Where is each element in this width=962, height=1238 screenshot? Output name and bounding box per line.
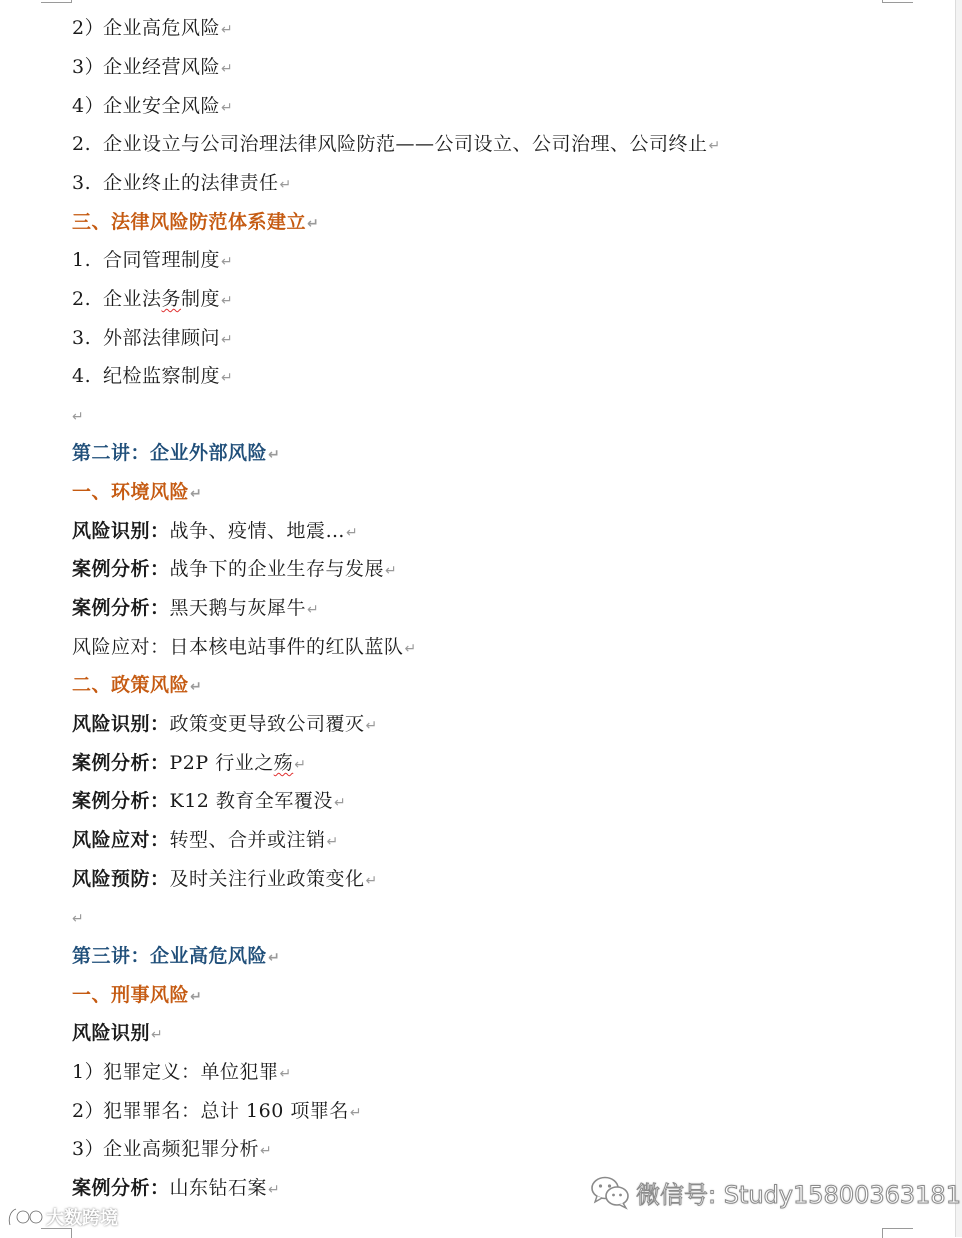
list-item <box>72 361 233 391</box>
list-number: 1） <box>72 1061 105 1083</box>
heading-text: 一、环境风险 <box>72 481 190 503</box>
paragraph-label: 案例分析： <box>72 1177 170 1199</box>
list-item <box>72 91 233 121</box>
paragraph-mark-icon: ↵ <box>268 1182 281 1198</box>
paragraph-text: 风险应对：日本核电站事件的红队蓝队 <box>72 636 404 658</box>
brand-logo-icon <box>6 1205 44 1229</box>
paragraph-mark-icon: ↵ <box>385 563 398 579</box>
list-item <box>72 168 292 198</box>
paragraph-text: 政策变更导致公司覆灭 <box>169 713 365 735</box>
paragraph-mark-icon: ↵ <box>190 486 203 502</box>
list-text: 纪检监察制度 <box>103 365 221 387</box>
paragraph-mark-icon: ↵ <box>708 138 721 154</box>
paragraph-mark-icon: ↵ <box>279 177 292 193</box>
paragraph-label: 案例分析： <box>72 558 170 580</box>
heading-text: 三、法律风险防范体系建立 <box>72 211 307 233</box>
list-text: 企业法 <box>103 288 162 310</box>
paragraph-mark-icon: ↵ <box>72 911 85 927</box>
crop-mark-top-left <box>41 0 72 3</box>
list-number: 3. <box>72 172 92 194</box>
list-text: 企业经营风险 <box>103 56 221 78</box>
heading-text: 第三讲：企业高危风险 <box>72 945 268 967</box>
list-text: 企业设立与公司治理法律风险防范——公司设立、公司治理、公司终止 <box>103 133 708 155</box>
paragraph-label: 案例分析： <box>72 790 170 812</box>
spellcheck-word[interactable]: 殇 <box>273 752 294 774</box>
paragraph-mark-icon: ↵ <box>268 950 281 966</box>
paragraph-mark-icon: ↵ <box>72 409 85 425</box>
labeled-paragraph <box>72 786 346 816</box>
paragraph-mark-icon: ↵ <box>190 989 203 1005</box>
brand-text: 大数跨境 <box>46 1208 118 1229</box>
list-number: 2） <box>72 17 105 39</box>
paragraph-mark-icon: ↵ <box>221 370 234 386</box>
paragraph-mark-icon: ↵ <box>333 795 347 811</box>
list-number: 3） <box>72 56 105 78</box>
list-number: 2） <box>72 1100 105 1122</box>
labeled-paragraph <box>72 709 378 739</box>
labeled-paragraph <box>72 825 339 855</box>
paragraph-mark-icon: ↵ <box>279 1066 292 1082</box>
page-edge <box>955 0 962 1237</box>
labeled-paragraph <box>72 516 358 546</box>
section-heading <box>72 477 202 507</box>
labeled-paragraph <box>72 864 378 894</box>
list-text: 企业高频犯罪分析 <box>103 1138 260 1160</box>
paragraph-mark-icon: ↵ <box>151 1027 164 1043</box>
wechat-icon <box>590 1174 630 1210</box>
section-heading <box>72 980 202 1010</box>
list-number: 1. <box>72 249 92 271</box>
empty-paragraph <box>72 902 84 932</box>
list-item <box>72 13 233 43</box>
paragraph-text: 战争下的企业生存与发展 <box>169 558 385 580</box>
list-number: 3） <box>72 1138 105 1160</box>
list-number: 3. <box>72 327 92 349</box>
heading-text: 二、政策风险 <box>72 674 190 696</box>
list-item <box>72 1057 292 1087</box>
paragraph-label: 风险识别： <box>72 520 170 542</box>
list-text: 企业终止的法律责任 <box>103 172 279 194</box>
wechat-id-text: 微信号: Study15800363181 <box>636 1180 961 1209</box>
paragraph-text: 转型、合并或注销 <box>169 829 326 851</box>
paragraph-mark-icon: ↵ <box>190 679 203 695</box>
paragraph-label: 案例分析： <box>72 597 170 619</box>
paragraph-mark-icon: ↵ <box>268 447 281 463</box>
paragraph-mark-icon: ↵ <box>307 602 320 618</box>
list-item <box>72 284 233 314</box>
list-item <box>72 52 233 82</box>
lecture-heading <box>72 941 280 971</box>
paragraph-mark-icon: ↵ <box>365 718 378 734</box>
wechat-watermark <box>590 1172 961 1212</box>
paragraph <box>72 632 417 662</box>
lecture-heading <box>72 438 280 468</box>
labeled-paragraph <box>72 1018 163 1048</box>
list-text: 企业高危风险 <box>103 17 221 39</box>
paragraph-label: 案例分析： <box>72 752 170 774</box>
list-text: 合同管理制度 <box>103 249 221 271</box>
list-text: 外部法律顾问 <box>103 327 221 349</box>
list-text: 制度 <box>181 288 221 310</box>
list-item <box>72 245 233 275</box>
paragraph-mark-icon: ↵ <box>221 332 234 348</box>
labeled-paragraph <box>72 1173 280 1203</box>
spellcheck-word[interactable]: 务 <box>161 288 182 310</box>
list-item <box>72 1134 272 1164</box>
paragraph-mark-icon: ↵ <box>221 254 234 270</box>
paragraph-mark-icon: ↵ <box>221 61 234 77</box>
list-text: 企业安全风险 <box>103 95 221 117</box>
paragraph-mark-icon: ↵ <box>404 641 417 657</box>
brand-watermark <box>6 1202 118 1232</box>
section-heading <box>72 670 202 700</box>
paragraph-mark-icon: ↵ <box>365 873 378 889</box>
crop-mark-top-right <box>882 0 913 3</box>
labeled-paragraph <box>72 554 397 584</box>
paragraph-text: 黑天鹅与灰犀牛 <box>169 597 307 619</box>
paragraph-text: 战争、疫情、地震… <box>169 520 346 542</box>
paragraph-mark-icon: ↵ <box>221 293 234 309</box>
list-number: 2. <box>72 133 92 155</box>
paragraph-text: P2P 行业之 <box>169 752 274 774</box>
list-number: 4. <box>72 365 92 387</box>
paragraph-mark-icon: ↵ <box>346 525 359 541</box>
paragraph-mark-icon: ↵ <box>294 757 307 773</box>
empty-paragraph <box>72 400 84 430</box>
heading-text: 第二讲：企业外部风险 <box>72 442 268 464</box>
list-item <box>72 1096 362 1126</box>
paragraph-mark-icon: ↵ <box>307 216 320 232</box>
list-number: 2. <box>72 288 92 310</box>
heading-text: 一、刑事风险 <box>72 984 190 1006</box>
paragraph-label: 风险预防： <box>72 868 170 890</box>
section-heading <box>72 207 319 237</box>
list-number: 4） <box>72 95 105 117</box>
list-text: 犯罪罪名：总计 160 项罪名 <box>103 1100 349 1122</box>
list-item <box>72 323 233 353</box>
paragraph-mark-icon: ↵ <box>326 834 339 850</box>
labeled-paragraph <box>72 748 306 778</box>
list-text: 犯罪定义：单位犯罪 <box>103 1061 279 1083</box>
labeled-paragraph <box>72 593 319 623</box>
list-item <box>72 129 721 159</box>
paragraph-label: 风险识别 <box>72 1022 151 1044</box>
paragraph-text: 及时关注行业政策变化 <box>169 868 365 890</box>
paragraph-mark-icon: ↵ <box>260 1143 273 1159</box>
paragraph-label: 风险应对： <box>72 829 170 851</box>
paragraph-label: 风险识别： <box>72 713 170 735</box>
paragraph-mark-icon: ↵ <box>349 1105 363 1121</box>
paragraph-text: K12 教育全军覆没 <box>169 790 333 812</box>
paragraph-mark-icon: ↵ <box>221 100 234 116</box>
paragraph-mark-icon: ↵ <box>221 22 234 38</box>
paragraph-text: 山东钻石案 <box>169 1177 268 1199</box>
